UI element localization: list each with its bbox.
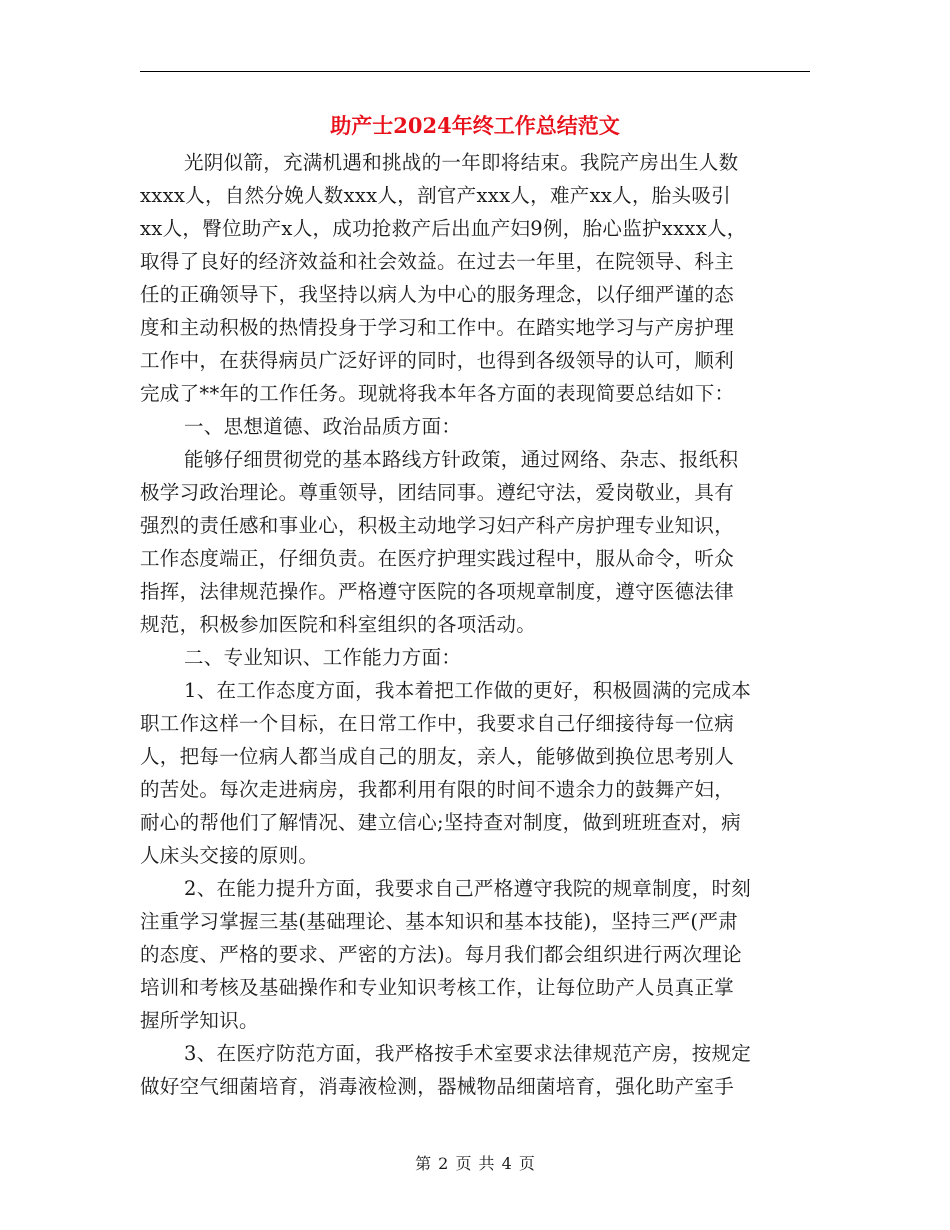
body-text-line: 任的正确领导下，我坚持以病人为中心的服务理念，以仔细严谨的态 xyxy=(140,283,735,306)
body-text-line: 工作态度端正，仔细负责。在医疗护理实践过程中，服从命令，听众 xyxy=(140,547,735,570)
body-text-line: 指挥，法律规范操作。严格遵守医院的各项规章制度，遵守医德法律 xyxy=(140,580,735,603)
body-text-line: 强烈的责任感和事业心，积极主动地学习妇产科产房护理专业知识， xyxy=(140,514,735,537)
document-title: 助产士2024年终工作总结范文 xyxy=(330,113,620,138)
body-text-line: 二、专业知识、工作能力方面： xyxy=(184,646,462,669)
body-text-line: 一、思想道德、政治品质方面： xyxy=(184,415,462,438)
body-text-line: 1、在工作态度方面，我本着把工作做的更好，积极圆满的完成本 xyxy=(184,679,752,702)
body-text-line: 完成了**年的工作任务。现就将我本年各方面的表现简要总结如下： xyxy=(140,382,735,405)
page-number-footer: 第 2 页 共 4 页 xyxy=(415,1154,535,1173)
body-text-line: 极学习政治理论。尊重领导，团结同事。遵纪守法，爱岗敬业，具有 xyxy=(140,481,735,504)
body-text-line: 握所学知识。 xyxy=(140,1009,259,1032)
body-text-line: xx人，臀位助产x人，成功抢救产后出血产妇9例，胎心监护xxxx人， xyxy=(140,217,747,240)
body-text-line: 能够仔细贯彻党的基本路线方针政策，通过网络、杂志、报纸积 xyxy=(184,448,739,471)
body-text-line: 2、在能力提升方面，我要求自己严格遵守我院的规章制度，时刻 xyxy=(184,877,752,900)
body-text-line: 光阴似箭，充满机遇和挑战的一年即将结束。我院产房出生人数 xyxy=(184,151,739,174)
body-text-line: 的态度、严格的要求、严密的方法)。每月我们都会组织进行两次理论 xyxy=(140,943,742,966)
body-text-line: 工作中，在获得病员广泛好评的同时，也得到各级领导的认可，顺利 xyxy=(140,349,735,372)
body-text-line: 人，把每一位病人都当成自己的朋友，亲人，能够做到换位思考别人 xyxy=(140,745,735,768)
body-text-line: 培训和考核及基础操作和专业知识考核工作，让每位助产人员真正掌 xyxy=(140,976,735,999)
body-text-line: 注重学习掌握三基(基础理论、基本知识和基本技能)，坚持三严(严肃 xyxy=(140,910,738,933)
document-body xyxy=(140,146,810,1103)
body-text-line: xxxx人，自然分娩人数xxx人，剖官产xxx人，难产xx人，胎头吸引 xyxy=(140,184,731,207)
body-text-line: 度和主动积极的热情投身于学习和工作中。在踏实地学习与产房护理 xyxy=(140,316,735,339)
header-rule xyxy=(140,71,810,72)
body-text-line: 规范，积极参加医院和科室组织的各项活动。 xyxy=(140,613,537,636)
body-text-line: 3、在医疗防范方面，我严格按手术室要求法律规范产房，按规定 xyxy=(184,1042,752,1065)
body-text-line: 人床头交接的原则。 xyxy=(140,844,319,867)
body-text-line: 耐心的帮他们了解情况、建立信心;坚持查对制度，做到班班查对，病 xyxy=(140,811,741,834)
body-text-line: 职工作这样一个目标，在日常工作中，我要求自己仔细接待每一位病 xyxy=(140,712,735,735)
body-text-line: 的苦处。每次走进病房，我都利用有限的时间不遗余力的鼓舞产妇， xyxy=(140,778,735,801)
body-text-line: 取得了良好的经济效益和社会效益。在过去一年里，在院领导、科主 xyxy=(140,250,735,273)
body-text-line: 做好空气细菌培育，消毒液检测，器械物品细菌培育，强化助产室手 xyxy=(140,1075,735,1098)
